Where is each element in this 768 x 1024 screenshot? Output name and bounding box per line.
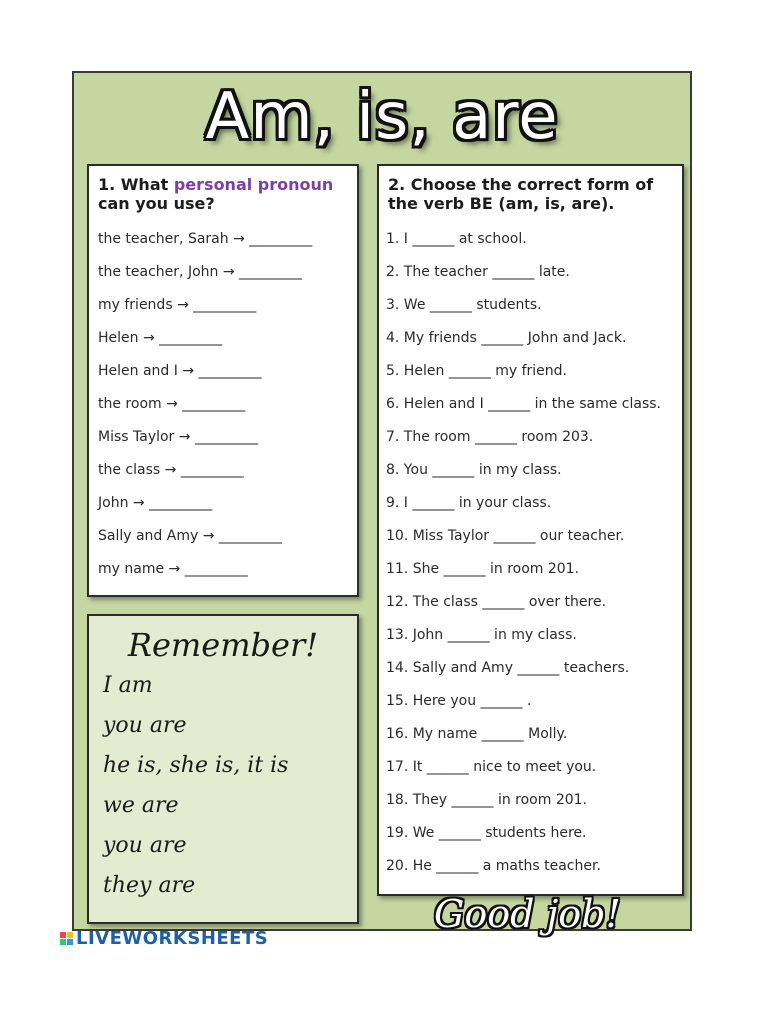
pronoun-item: my friends → _________ (98, 297, 257, 313)
pronoun-item: my name → _________ (98, 561, 248, 577)
pronoun-item: Miss Taylor → _________ (98, 429, 258, 445)
pronoun-item: John → _________ (98, 495, 213, 511)
heading-prefix: 1. What (98, 175, 174, 194)
remember-line: he is, she is, it is (103, 753, 289, 778)
pronoun-item: the teacher, John → _________ (98, 264, 303, 280)
remember-box (87, 614, 359, 924)
verb-item: 10. Miss Taylor ______ our teacher. (386, 528, 625, 544)
verb-item: 9. I ______ in your class. (386, 495, 552, 511)
verb-item: 15. Here you ______ . (386, 693, 532, 709)
heading-line-1: 2. Choose the correct form of (388, 175, 654, 194)
verb-item: 2. The teacher ______ late. (386, 264, 570, 280)
heading-accent: personal pronoun (173, 175, 334, 194)
pronoun-item: the class → _________ (98, 462, 244, 478)
verb-item: 1. I ______ at school. (386, 231, 527, 247)
heading-line-2: the verb BE (am, is, are). (388, 194, 615, 213)
verb-item: 7. The room ______ room 203. (386, 429, 594, 445)
remember-line: they are (103, 873, 196, 898)
verb-item: 13. John ______ in my class. (386, 627, 577, 643)
verb-item: 16. My name ______ Molly. (386, 726, 568, 742)
verb-be-exercise-heading (388, 175, 653, 213)
verb-item: 4. My friends ______ John and Jack. (386, 330, 627, 346)
pronoun-item: Helen and I → _________ (98, 363, 262, 379)
verb-item: 3. We ______ students. (386, 297, 542, 313)
remember-line: we are (103, 793, 179, 818)
verb-item: 19. We ______ students here. (386, 825, 587, 841)
verb-be-exercise-box (377, 164, 684, 896)
pronoun-exercise-box (87, 164, 359, 597)
pronoun-item: the teacher, Sarah → _________ (98, 231, 313, 247)
pronoun-item: Sally and Amy → _________ (98, 528, 282, 544)
verb-item: 17. It ______ nice to meet you. (386, 759, 597, 775)
heading-suffix: can you use? (98, 194, 215, 213)
logo-text: LIVEWORKSHEETS (76, 928, 269, 949)
verb-item: 8. You ______ in my class. (386, 462, 562, 478)
remember-line: you are (103, 713, 187, 738)
verb-item: 18. They ______ in room 201. (386, 792, 587, 808)
liveworksheets-logo[interactable] (60, 928, 268, 949)
logo-icon (60, 932, 73, 945)
worksheet-title: Am, is, are (205, 80, 559, 154)
remember-title: Remember! (127, 626, 319, 664)
verb-item: 12. The class ______ over there. (386, 594, 607, 610)
pronoun-item: the room → _________ (98, 396, 246, 412)
remember-line: I am (103, 673, 153, 698)
good-job-text: Good job! (434, 892, 621, 936)
pronoun-exercise-heading (98, 175, 333, 213)
pronoun-item: Helen → _________ (98, 330, 223, 346)
verb-item: 5. Helen ______ my friend. (386, 363, 567, 379)
verb-item: 14. Sally and Amy ______ teachers. (386, 660, 630, 676)
remember-line: you are (103, 833, 187, 858)
verb-item: 11. She ______ in room 201. (386, 561, 580, 577)
verb-item: 6. Helen and I ______ in the same class. (386, 396, 662, 412)
verb-item: 20. He ______ a maths teacher. (386, 858, 601, 874)
worksheet (72, 71, 692, 931)
